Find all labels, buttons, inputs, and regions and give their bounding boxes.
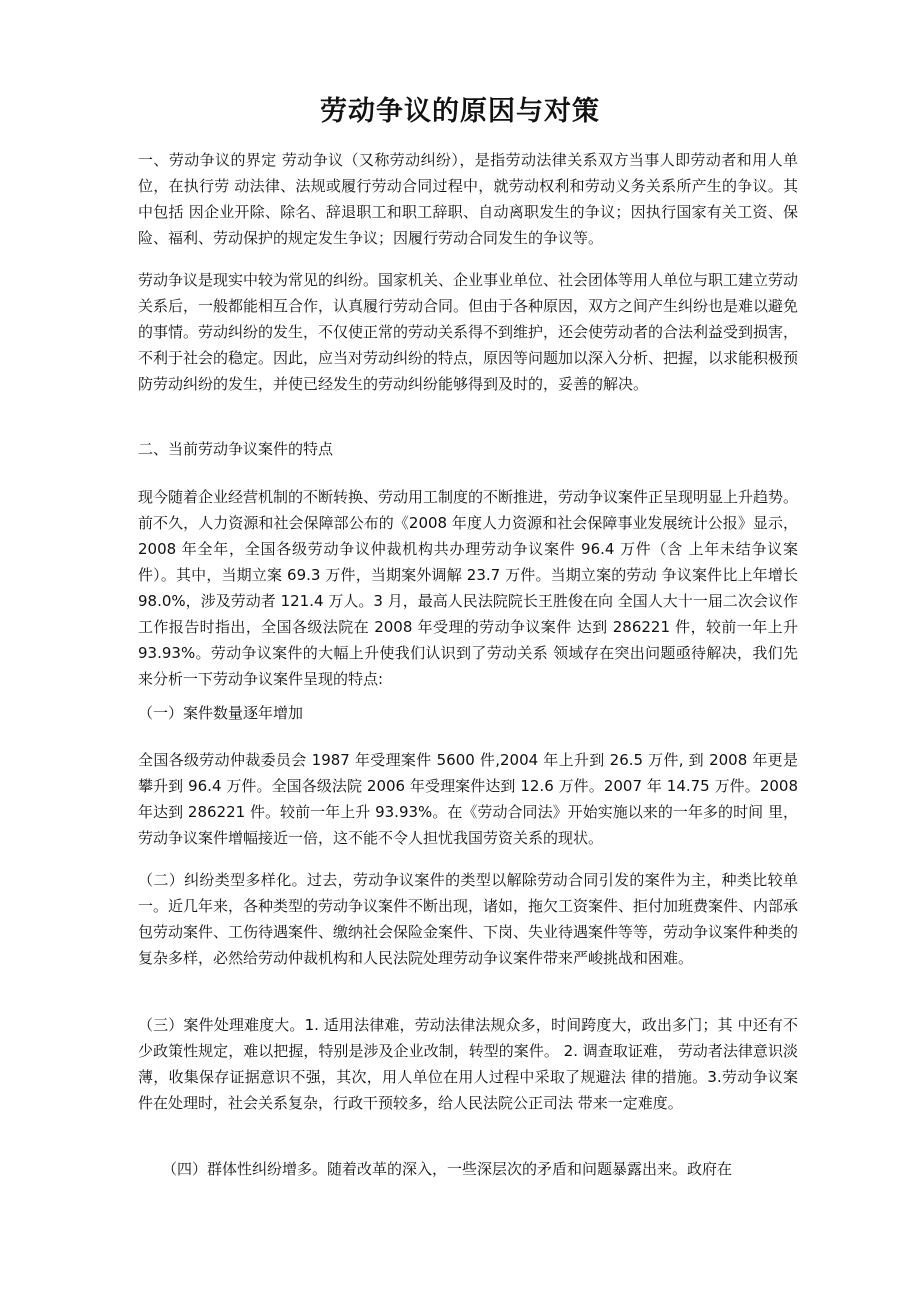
paragraph-handling-difficulty: （三）案件处理难度大。1. 适用法律难，劳动法律法规众多，时间跨度大，政出多门；其 中还有不少政策性规定，难以把握，特别是涉及企业改制，转型的案件。 2. 调查取证难， 劳动者法律意识淡薄，收集保存证据意识不强，其次，用人单位在用人过程中采取了规避法 律的措施。3.劳动争议案件在处理时，社会关系复杂，行政干预较多，给人民法院公正司法 带来一定难度。 — [138, 1016, 798, 1112]
paragraph-dispute-types: （二）纠纷类型多样化。过去，劳动争议案件的类型以解除劳动合同引发的案件为主，种类比较单一。近几年来，各种类型的劳动争议案件不断出现，诸如，拖欠工资案件、拒付加班费案件、内部承包劳动案件、工伤待遇案件、缴纳社会保险金案件、下岗、失业待遇案件等等，劳动争议案件种类的复杂多样，必然给劳动仲裁机构和人民法院处理劳动争议案件带来严峻挑战和困难。 — [138, 871, 799, 967]
section-heading-characteristics: 二、当前劳动争议案件的特点 — [138, 440, 334, 458]
paragraph-group-disputes: （四）群体性纠纷增多。随着改革的深入，一些深层次的矛盾和问题暴露出来。政府在 — [162, 1160, 733, 1178]
paragraph-common-dispute: 劳动争议是现实中较为常见的纠纷。国家机关、企业事业单位、社会团体等用人单位与职工建立劳动关系后，一般都能相互合作，认真履行劳动合同。但由于各种原因，双方之间产生纠纷也是难以避免的事情。劳动纠纷的发生，不仅使正常的劳动关系得不到维护，还会使劳动者的合法利益受到损害，不利于社会的稳定。因此，应当对劳动纠纷的特点，原因等问题加以深入分析、把握，以求能积极预防劳动纠纷的发生，并使已经发生的劳动纠纷能够得到及时的，妥善的解决。 — [138, 271, 799, 393]
paragraph-case-numbers: 全国各级劳动仲裁委员会 1987 年受理案件 5600 件,2004 年上升到 26.5 万件, 到 2008 年更是 攀升到 96.4 万件。全国各级法院 2006 年受理案件达到 12.6 万件。2007 年 14.75 万件。2008 年达到 286221 件。较前一年上升 93.93%。在《劳动合同法》开始实施以来的一年多的时间 里，劳动争议案件增幅接近一倍，这不能不令人担忧我国劳资关系的现状。 — [138, 751, 798, 847]
subheading-case-increase: （一）案件数量逐年增加 — [138, 704, 304, 722]
paragraph-trend: 现今随着企业经营机制的不断转换、劳动用工制度的不断推进，劳动争议案件正呈现明显上升趋势。前不久，人力资源和社会保障部公布的《2008 年度人力资源和社会保障事业发展统计公报》显示，2008 年全年，全国各级劳动争议仲裁机构共办理劳动争议案件 96.4 万件（含 上年未结争议案件）。其中，当期立案 69.3 万件，当期案外调解 23.7 万件。当期立案的劳动 争议案件比上年增长 98.0%，涉及劳动者 121.4 万人。3 月，最高人民法院院长王胜俊在向 全国人大十一届二次会议作工作报告时指出，全国各级法院在 2008 年受理的劳动争议案件 达到 286221 件，较前一年上升 93.93%。劳动争议案件的大幅上升使我们认识到了劳动关系 领域存在突出问题亟待解决，我们先来分析一下劳动争议案件呈现的特点: — [138, 488, 799, 688]
document-title: 劳动争议的原因与对策 — [320, 96, 600, 127]
paragraph-definition: 一、劳动争议的界定 劳动争议（又称劳动纠纷），是指劳动法律关系双方当事人即劳动者和用人单位，在执行劳 动法律、法规或履行劳动合同过程中，就劳动权利和劳动义务关系所产生的争议。其中包括 因企业开除、除名、辞退职工和职工辞职、自动离职发生的争议；因执行国家有关工资、保 险、福利、劳动保护的规定发生争议；因履行劳动合同发生的争议等。 — [138, 151, 798, 247]
